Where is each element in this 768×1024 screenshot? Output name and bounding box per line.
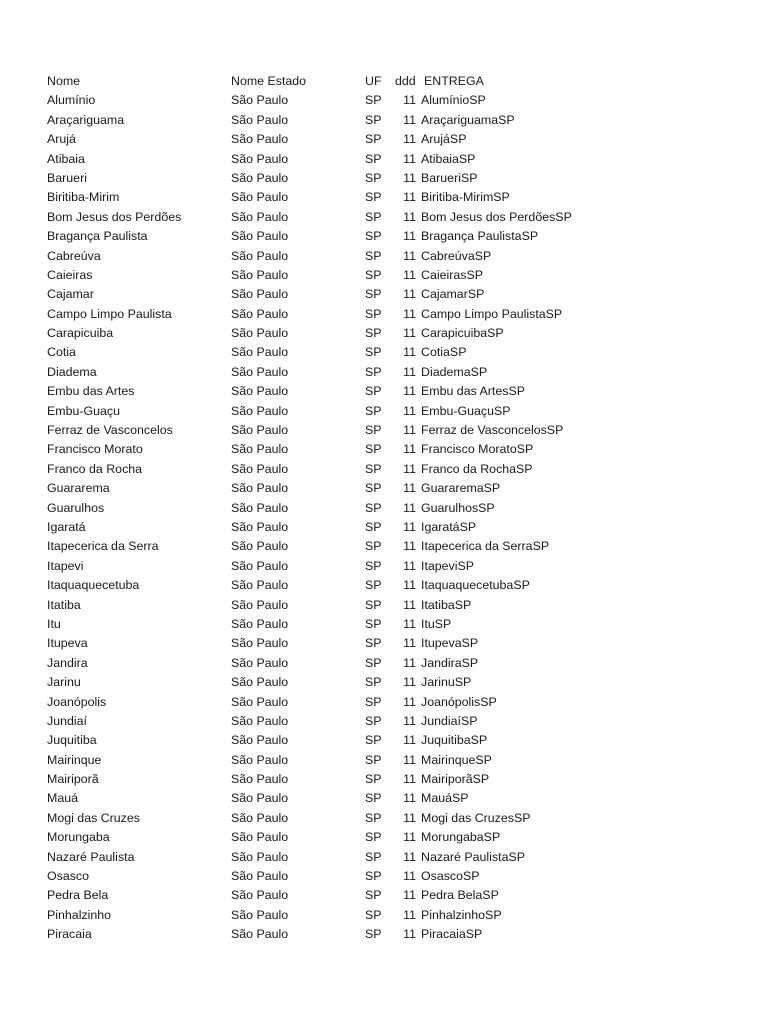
table-row — [0, 343, 768, 362]
cell-ddd: 11 — [403, 326, 416, 341]
cell-uf: SP — [365, 248, 382, 263]
cell-entrega: Francisco MoratoSP — [421, 442, 534, 457]
cell-ddd: 11 — [403, 190, 416, 205]
cell-entrega: OsascoSP — [421, 869, 480, 884]
cell-uf: SP — [365, 423, 382, 438]
cell-entrega: CajamarSP — [421, 287, 485, 302]
cell-nome: Itupeva — [47, 636, 88, 651]
cell-ddd: 11 — [403, 442, 416, 457]
cell-entrega: Campo Limpo PaulistaSP — [421, 306, 563, 321]
cell-nome-estado: São Paulo — [231, 93, 289, 108]
cell-ddd: 11 — [403, 675, 416, 690]
cell-entrega: GuarulhosSP — [421, 500, 495, 515]
cell-entrega: DiademaSP — [421, 364, 488, 379]
cell-nome-estado: São Paulo — [231, 403, 289, 418]
cell-uf: SP — [365, 539, 382, 554]
table-row — [0, 324, 768, 343]
table-row — [0, 285, 768, 304]
cell-uf: SP — [365, 558, 382, 573]
cell-entrega: Biritiba-MirimSP — [421, 190, 510, 205]
cell-entrega: Bom Jesus dos PerdõesSP — [421, 209, 572, 224]
cell-ddd: 11 — [403, 597, 416, 612]
cell-nome-estado: São Paulo — [231, 151, 289, 166]
cell-entrega: IgaratáSP — [421, 519, 477, 534]
cell-ddd: 11 — [403, 655, 416, 670]
cell-nome: Guarulhos — [47, 500, 105, 515]
cell-ddd: 11 — [403, 869, 416, 884]
table-row — [0, 111, 768, 130]
cell-nome-estado: São Paulo — [231, 461, 289, 476]
cell-uf: SP — [365, 364, 382, 379]
cell-entrega: ItuSP — [421, 616, 452, 631]
cell-uf: SP — [365, 345, 382, 360]
cell-uf: SP — [365, 112, 382, 127]
table-row — [0, 188, 768, 207]
cell-uf: SP — [365, 752, 382, 767]
cell-nome-estado: São Paulo — [231, 519, 289, 534]
cell-uf: SP — [365, 810, 382, 825]
table-row — [0, 673, 768, 692]
cell-nome-estado: São Paulo — [231, 364, 289, 379]
table-row — [0, 712, 768, 731]
cell-ddd: 11 — [403, 423, 416, 438]
cell-nome-estado: São Paulo — [231, 655, 289, 670]
table-row — [0, 615, 768, 634]
cell-nome-estado: São Paulo — [231, 616, 289, 631]
cell-ddd: 11 — [403, 112, 416, 127]
table-row — [0, 518, 768, 537]
cell-nome-estado: São Paulo — [231, 713, 289, 728]
cell-nome: Itatiba — [47, 597, 81, 612]
cell-nome-estado: São Paulo — [231, 112, 289, 127]
cell-nome: Joanópolis — [47, 694, 107, 709]
table-row — [0, 693, 768, 712]
cell-uf: SP — [365, 306, 382, 321]
cell-ddd: 11 — [403, 694, 416, 709]
cell-nome-estado: São Paulo — [231, 907, 289, 922]
table-row — [0, 363, 768, 382]
cell-nome-estado: São Paulo — [231, 578, 289, 593]
cell-nome-estado: São Paulo — [231, 345, 289, 360]
cell-nome: Mairiporã — [47, 772, 99, 787]
cell-uf: SP — [365, 151, 382, 166]
cell-entrega: MairiporãSP — [421, 772, 490, 787]
cell-ddd: 11 — [403, 151, 416, 166]
table-row — [0, 421, 768, 440]
table-row — [0, 828, 768, 847]
cell-entrega: Franco da RochaSP — [421, 461, 533, 476]
cell-nome-estado: São Paulo — [231, 170, 289, 185]
cell-entrega: Embu-GuaçuSP — [421, 403, 511, 418]
cell-ddd: 11 — [403, 364, 416, 379]
cell-uf: SP — [365, 190, 382, 205]
table-row — [0, 499, 768, 518]
cell-nome: Morungaba — [47, 830, 110, 845]
table-row — [0, 770, 768, 789]
cell-nome-estado: São Paulo — [231, 287, 289, 302]
table-row — [0, 247, 768, 266]
cell-uf: SP — [365, 927, 382, 942]
cell-nome: Piracaia — [47, 927, 92, 942]
cell-ddd: 11 — [403, 248, 416, 263]
cell-nome: Franco da Rocha — [47, 461, 143, 476]
cell-uf: SP — [365, 267, 382, 282]
cell-entrega: PinhalzinhoSP — [421, 907, 502, 922]
cell-nome: Francisco Morato — [47, 442, 143, 457]
cell-entrega: JandiraSP — [421, 655, 479, 670]
table-row — [0, 789, 768, 808]
cell-ddd: 11 — [403, 519, 416, 534]
cell-nome: Atibaia — [47, 151, 85, 166]
cell-nome-estado: São Paulo — [231, 772, 289, 787]
cell-nome: Bragança Paulista — [47, 229, 148, 244]
cell-nome-estado: São Paulo — [231, 248, 289, 263]
cell-ddd: 11 — [403, 558, 416, 573]
cell-nome: Jarinu — [47, 675, 81, 690]
cell-nome: Itapecerica da Serra — [47, 539, 159, 554]
cell-nome: Jandira — [47, 655, 88, 670]
cell-ddd: 11 — [403, 888, 416, 903]
cell-entrega: JoanópolisSP — [421, 694, 497, 709]
cell-nome-estado: São Paulo — [231, 830, 289, 845]
table-row — [0, 925, 768, 944]
cell-nome: Cotia — [47, 345, 76, 360]
cell-nome: Mogi das Cruzes — [47, 810, 140, 825]
cell-nome: Pedra Bela — [47, 888, 109, 903]
cell-nome: Araçariguama — [47, 112, 125, 127]
cell-entrega: Itapecerica da SerraSP — [421, 539, 550, 554]
cell-nome: Biritiba-Mirim — [47, 190, 120, 205]
cell-uf: SP — [365, 616, 382, 631]
header-nome: Nome — [47, 74, 81, 88]
cell-ddd: 11 — [403, 306, 416, 321]
cell-entrega: CotiaSP — [421, 345, 467, 360]
cell-uf: SP — [365, 170, 382, 185]
cell-nome: Carapicuiba — [47, 326, 114, 341]
cell-entrega: MairinqueSP — [421, 752, 492, 767]
cell-uf: SP — [365, 519, 382, 534]
cell-nome-estado: São Paulo — [231, 810, 289, 825]
cell-uf: SP — [365, 403, 382, 418]
cell-entrega: MorungabaSP — [421, 830, 501, 845]
cell-ddd: 11 — [403, 461, 416, 476]
cell-entrega: BarueriSP — [421, 170, 478, 185]
cell-ddd: 11 — [403, 578, 416, 593]
cell-ddd: 11 — [403, 810, 416, 825]
header-uf: UF — [365, 74, 382, 88]
cell-entrega: Embu das ArtesSP — [421, 384, 525, 399]
table-row — [0, 305, 768, 324]
cell-ddd: 11 — [403, 267, 416, 282]
cell-nome: Nazaré Paulista — [47, 849, 135, 864]
cell-nome-estado: São Paulo — [231, 229, 289, 244]
cell-nome-estado: São Paulo — [231, 558, 289, 573]
cell-uf: SP — [365, 442, 382, 457]
cell-entrega: Pedra BelaSP — [421, 888, 499, 903]
cell-nome: Caieiras — [47, 267, 93, 282]
cell-nome-estado: São Paulo — [231, 190, 289, 205]
cell-uf: SP — [365, 713, 382, 728]
cell-nome-estado: São Paulo — [231, 733, 289, 748]
cell-nome-estado: São Paulo — [231, 636, 289, 651]
cell-nome-estado: São Paulo — [231, 132, 289, 147]
table-row — [0, 382, 768, 401]
table-row — [0, 130, 768, 149]
table-row — [0, 886, 768, 905]
cell-nome-estado: São Paulo — [231, 423, 289, 438]
cell-nome-estado: São Paulo — [231, 694, 289, 709]
cell-uf: SP — [365, 326, 382, 341]
table-row — [0, 634, 768, 653]
cell-uf: SP — [365, 481, 382, 496]
table-row — [0, 654, 768, 673]
cell-ddd: 11 — [403, 500, 416, 515]
cell-entrega: AtibaiaSP — [421, 151, 476, 166]
table-row — [0, 576, 768, 595]
cell-entrega: AlumínioSP — [421, 93, 486, 108]
table-row — [0, 402, 768, 421]
cell-ddd: 11 — [403, 907, 416, 922]
cell-entrega: PiracaiaSP — [421, 927, 483, 942]
table-row — [0, 91, 768, 110]
cell-nome-estado: São Paulo — [231, 597, 289, 612]
cell-nome: Itu — [47, 616, 61, 631]
cell-nome-estado: São Paulo — [231, 267, 289, 282]
cell-entrega: Ferraz de VasconcelosSP — [421, 423, 564, 438]
cell-nome-estado: São Paulo — [231, 849, 289, 864]
cell-nome: Alumínio — [47, 93, 96, 108]
cell-uf: SP — [365, 636, 382, 651]
table-row — [0, 227, 768, 246]
cell-nome: Diadema — [47, 364, 97, 379]
cell-entrega: ItupevaSP — [421, 636, 479, 651]
table-row — [0, 906, 768, 925]
cell-ddd: 11 — [403, 830, 416, 845]
table-row — [0, 169, 768, 188]
cell-ddd: 11 — [403, 209, 416, 224]
table-row — [0, 731, 768, 750]
cell-nome-estado: São Paulo — [231, 752, 289, 767]
cell-entrega: ArujáSP — [421, 132, 467, 147]
cell-entrega: CabreúvaSP — [421, 248, 492, 263]
cell-entrega: MauáSP — [421, 791, 469, 806]
table-body — [0, 91, 768, 944]
header-entrega: ENTREGA — [424, 74, 484, 88]
cell-uf: SP — [365, 655, 382, 670]
cell-uf: SP — [365, 907, 382, 922]
table-row — [0, 848, 768, 867]
cell-nome: Cabreúva — [47, 248, 101, 263]
table-row — [0, 479, 768, 498]
cell-nome: Osasco — [47, 869, 90, 884]
cell-nome-estado: São Paulo — [231, 306, 289, 321]
cell-nome-estado: São Paulo — [231, 500, 289, 515]
cell-nome-estado: São Paulo — [231, 539, 289, 554]
cell-uf: SP — [365, 287, 382, 302]
cell-uf: SP — [365, 93, 382, 108]
cell-ddd: 11 — [403, 229, 416, 244]
cell-ddd: 11 — [403, 539, 416, 554]
cell-nome-estado: São Paulo — [231, 442, 289, 457]
cell-nome: Jundiaí — [47, 713, 87, 728]
cell-nome: Barueri — [47, 170, 87, 185]
cell-entrega: Nazaré PaulistaSP — [421, 849, 525, 864]
cell-uf: SP — [365, 675, 382, 690]
header-nome-estado: Nome Estado — [231, 74, 307, 88]
cell-nome-estado: São Paulo — [231, 209, 289, 224]
cell-nome: Juquitiba — [47, 733, 97, 748]
cell-nome: Guararema — [47, 481, 110, 496]
cell-ddd: 11 — [403, 481, 416, 496]
cell-uf: SP — [365, 461, 382, 476]
cell-nome-estado: São Paulo — [231, 869, 289, 884]
table-row — [0, 460, 768, 479]
cell-ddd: 11 — [403, 345, 416, 360]
cell-ddd: 11 — [403, 636, 416, 651]
cell-ddd: 11 — [403, 849, 416, 864]
cell-nome-estado: São Paulo — [231, 675, 289, 690]
cell-ddd: 11 — [403, 927, 416, 942]
cell-nome-estado: São Paulo — [231, 791, 289, 806]
cell-entrega: JuquitibaSP — [421, 733, 488, 748]
cell-nome: Cajamar — [47, 287, 94, 302]
cell-ddd: 11 — [403, 132, 416, 147]
cell-ddd: 11 — [403, 713, 416, 728]
table-row — [0, 751, 768, 770]
cell-uf: SP — [365, 830, 382, 845]
cell-uf: SP — [365, 597, 382, 612]
cell-nome-estado: São Paulo — [231, 481, 289, 496]
cell-ddd: 11 — [403, 733, 416, 748]
cell-nome: Embu-Guaçu — [47, 403, 121, 418]
cell-uf: SP — [365, 849, 382, 864]
cell-ddd: 11 — [403, 93, 416, 108]
table-row — [0, 208, 768, 227]
cell-entrega: CaieirasSP — [421, 267, 483, 282]
cell-nome-estado: São Paulo — [231, 927, 289, 942]
cell-entrega: JundiaíSP — [421, 713, 478, 728]
cell-entrega: AraçariguamaSP — [421, 112, 515, 127]
cell-uf: SP — [365, 791, 382, 806]
cell-uf: SP — [365, 132, 382, 147]
header-ddd: ddd — [395, 74, 416, 88]
cell-entrega: Mogi das CruzesSP — [421, 810, 531, 825]
cell-nome: Mauá — [47, 791, 78, 806]
cell-nome: Itaquaquecetuba — [47, 578, 140, 593]
cell-nome: Campo Limpo Paulista — [47, 306, 172, 321]
cell-uf: SP — [365, 209, 382, 224]
cell-ddd: 11 — [403, 170, 416, 185]
cell-uf: SP — [365, 578, 382, 593]
cell-uf: SP — [365, 500, 382, 515]
cell-entrega: JarinuSP — [421, 675, 472, 690]
cell-nome: Pinhalzinho — [47, 907, 112, 922]
cell-ddd: 11 — [403, 791, 416, 806]
city-table — [0, 72, 768, 945]
table-row — [0, 440, 768, 459]
cell-nome: Embu das Artes — [47, 384, 135, 399]
cell-nome: Arujá — [47, 132, 76, 147]
cell-entrega: Bragança PaulistaSP — [421, 229, 539, 244]
table-row — [0, 867, 768, 886]
cell-uf: SP — [365, 772, 382, 787]
cell-ddd: 11 — [403, 384, 416, 399]
cell-entrega: GuararemaSP — [421, 481, 501, 496]
cell-uf: SP — [365, 229, 382, 244]
cell-uf: SP — [365, 869, 382, 884]
cell-uf: SP — [365, 733, 382, 748]
cell-entrega: ItapeviSP — [421, 558, 475, 573]
table-row — [0, 809, 768, 828]
cell-nome: Igaratá — [47, 519, 86, 534]
cell-nome: Ferraz de Vasconcelos — [47, 423, 173, 438]
cell-nome: Itapevi — [47, 558, 84, 573]
cell-nome: Bom Jesus dos Perdões — [47, 209, 182, 224]
cell-nome-estado: São Paulo — [231, 888, 289, 903]
cell-entrega: ItatibaSP — [421, 597, 472, 612]
cell-nome-estado: São Paulo — [231, 384, 289, 399]
table-row — [0, 150, 768, 169]
cell-entrega: CarapicuibaSP — [421, 326, 504, 341]
cell-uf: SP — [365, 384, 382, 399]
cell-ddd: 11 — [403, 772, 416, 787]
cell-uf: SP — [365, 694, 382, 709]
cell-uf: SP — [365, 888, 382, 903]
table-header — [0, 72, 768, 91]
table-row — [0, 266, 768, 285]
cell-ddd: 11 — [403, 752, 416, 767]
cell-nome-estado: São Paulo — [231, 326, 289, 341]
cell-ddd: 11 — [403, 616, 416, 631]
cell-ddd: 11 — [403, 287, 416, 302]
cell-nome: Mairinque — [47, 752, 102, 767]
table-row — [0, 557, 768, 576]
cell-ddd: 11 — [403, 403, 416, 418]
table-row — [0, 537, 768, 556]
cell-entrega: ItaquaquecetubaSP — [421, 578, 530, 593]
table-row — [0, 596, 768, 615]
